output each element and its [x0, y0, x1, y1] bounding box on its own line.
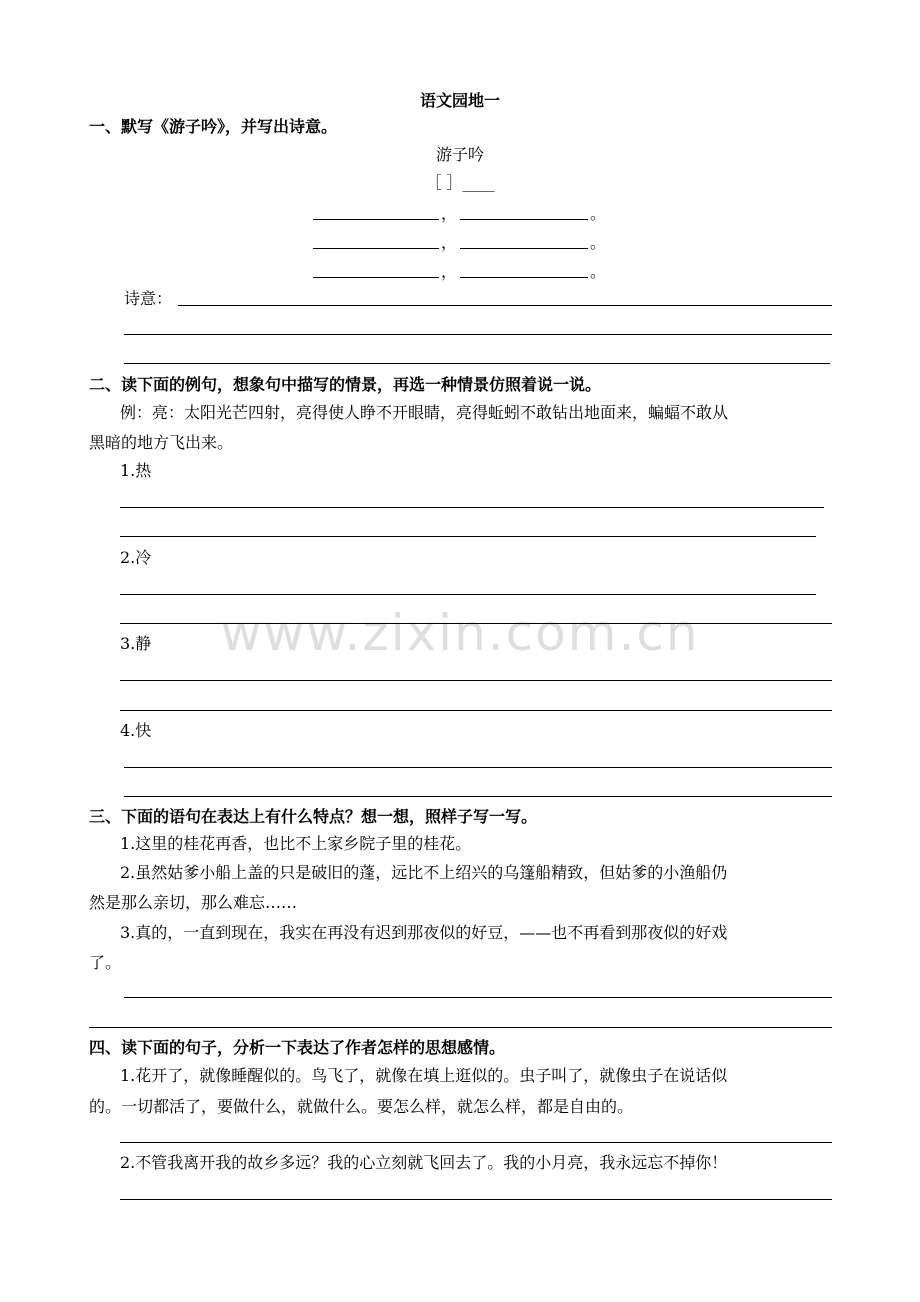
poem-period: 。 [590, 233, 607, 252]
poem-blank[interactable] [460, 248, 588, 249]
item-label: 4.快 [120, 721, 152, 740]
answer-line[interactable] [178, 305, 832, 306]
poem-blank[interactable] [460, 219, 588, 220]
item-label: 3.静 [120, 634, 152, 653]
answer-line[interactable] [124, 997, 832, 998]
poem-blank[interactable] [313, 248, 439, 249]
poem-comma: ， [441, 204, 458, 223]
poem-title: 游子吟 [435, 145, 484, 164]
example-sentence: 1.花开了，就像睡醒似的。鸟飞了，就像在填上逛似的。虫子叫了，就像虫子在说话似 [120, 1066, 728, 1085]
answer-line[interactable] [124, 796, 832, 797]
poem-period: 。 [590, 262, 607, 281]
section4-heading: 四、读下面的句子，分析一下表达了作者怎样的思想感情。 [89, 1038, 506, 1057]
answer-line[interactable] [120, 1142, 832, 1143]
meaning-label: 诗意： [124, 289, 173, 308]
example-sentence: 2.不管我离开我的故乡多远？我的心立刻就飞回去了。我的小月亮，我永远忘不掉你！ [120, 1153, 728, 1172]
answer-line[interactable] [89, 1027, 832, 1028]
example-line: 例：亮：太阳光芒四射，亮得使人睁不开眼睛，亮得蚯蚓不敢钻出地面来，蝙蝠不敢从 [120, 403, 729, 422]
answer-line[interactable] [120, 1199, 832, 1200]
example-sentence: 了。 [89, 953, 122, 972]
poem-comma: ， [441, 233, 458, 252]
example-sentence: 然是那么亲切，那么难忘…… [89, 893, 298, 912]
answer-line[interactable] [124, 767, 832, 768]
answer-line[interactable] [120, 680, 832, 681]
example-line: 黑暗的地方飞出来。 [89, 433, 234, 452]
answer-line[interactable] [120, 536, 816, 537]
section1-heading: 一、默写《游子吟》，并写出诗意。 [89, 117, 338, 136]
example-sentence: 的。一切都活了，要做什么，就做什么。要怎么样，就怎么样，都是自由的。 [89, 1097, 634, 1116]
item-label: 1.热 [120, 461, 152, 480]
poem-blank[interactable] [313, 277, 439, 278]
example-sentence: 3.真的，一直到现在，我实在再没有迟到那夜似的好豆，——也不再看到那夜似的好戏 [120, 923, 728, 942]
poem-author-line: ［ ］____ [425, 173, 495, 192]
watermark: www.zixin.com.cn [220, 604, 700, 662]
poem-period: 。 [590, 204, 607, 223]
answer-line[interactable] [120, 507, 824, 508]
poem-blank[interactable] [313, 219, 439, 220]
poem-comma: ， [441, 262, 458, 281]
item-label: 2.冷 [120, 548, 152, 567]
answer-line[interactable] [120, 710, 832, 711]
section2-heading: 二、读下面的例句，想象句中描写的情景，再选一种情景仿照着说一说。 [89, 375, 602, 394]
poem-blank[interactable] [460, 277, 588, 278]
answer-line[interactable] [120, 594, 816, 595]
answer-line[interactable] [124, 334, 832, 335]
section3-heading: 三、下面的语句在表达上有什么特点？想一想，照样子写一写。 [89, 807, 538, 826]
answer-line[interactable] [124, 363, 830, 364]
example-sentence: 1.这里的桂花再香，也比不上家乡院子里的桂花。 [120, 834, 472, 853]
page-title: 语文园地一 [419, 91, 500, 110]
example-sentence: 2.虽然姑爹小船上盖的只是破旧的蓬，远比不上绍兴的乌篷船精致，但姑爹的小渔船仍 [120, 863, 728, 882]
answer-line[interactable] [120, 623, 832, 624]
